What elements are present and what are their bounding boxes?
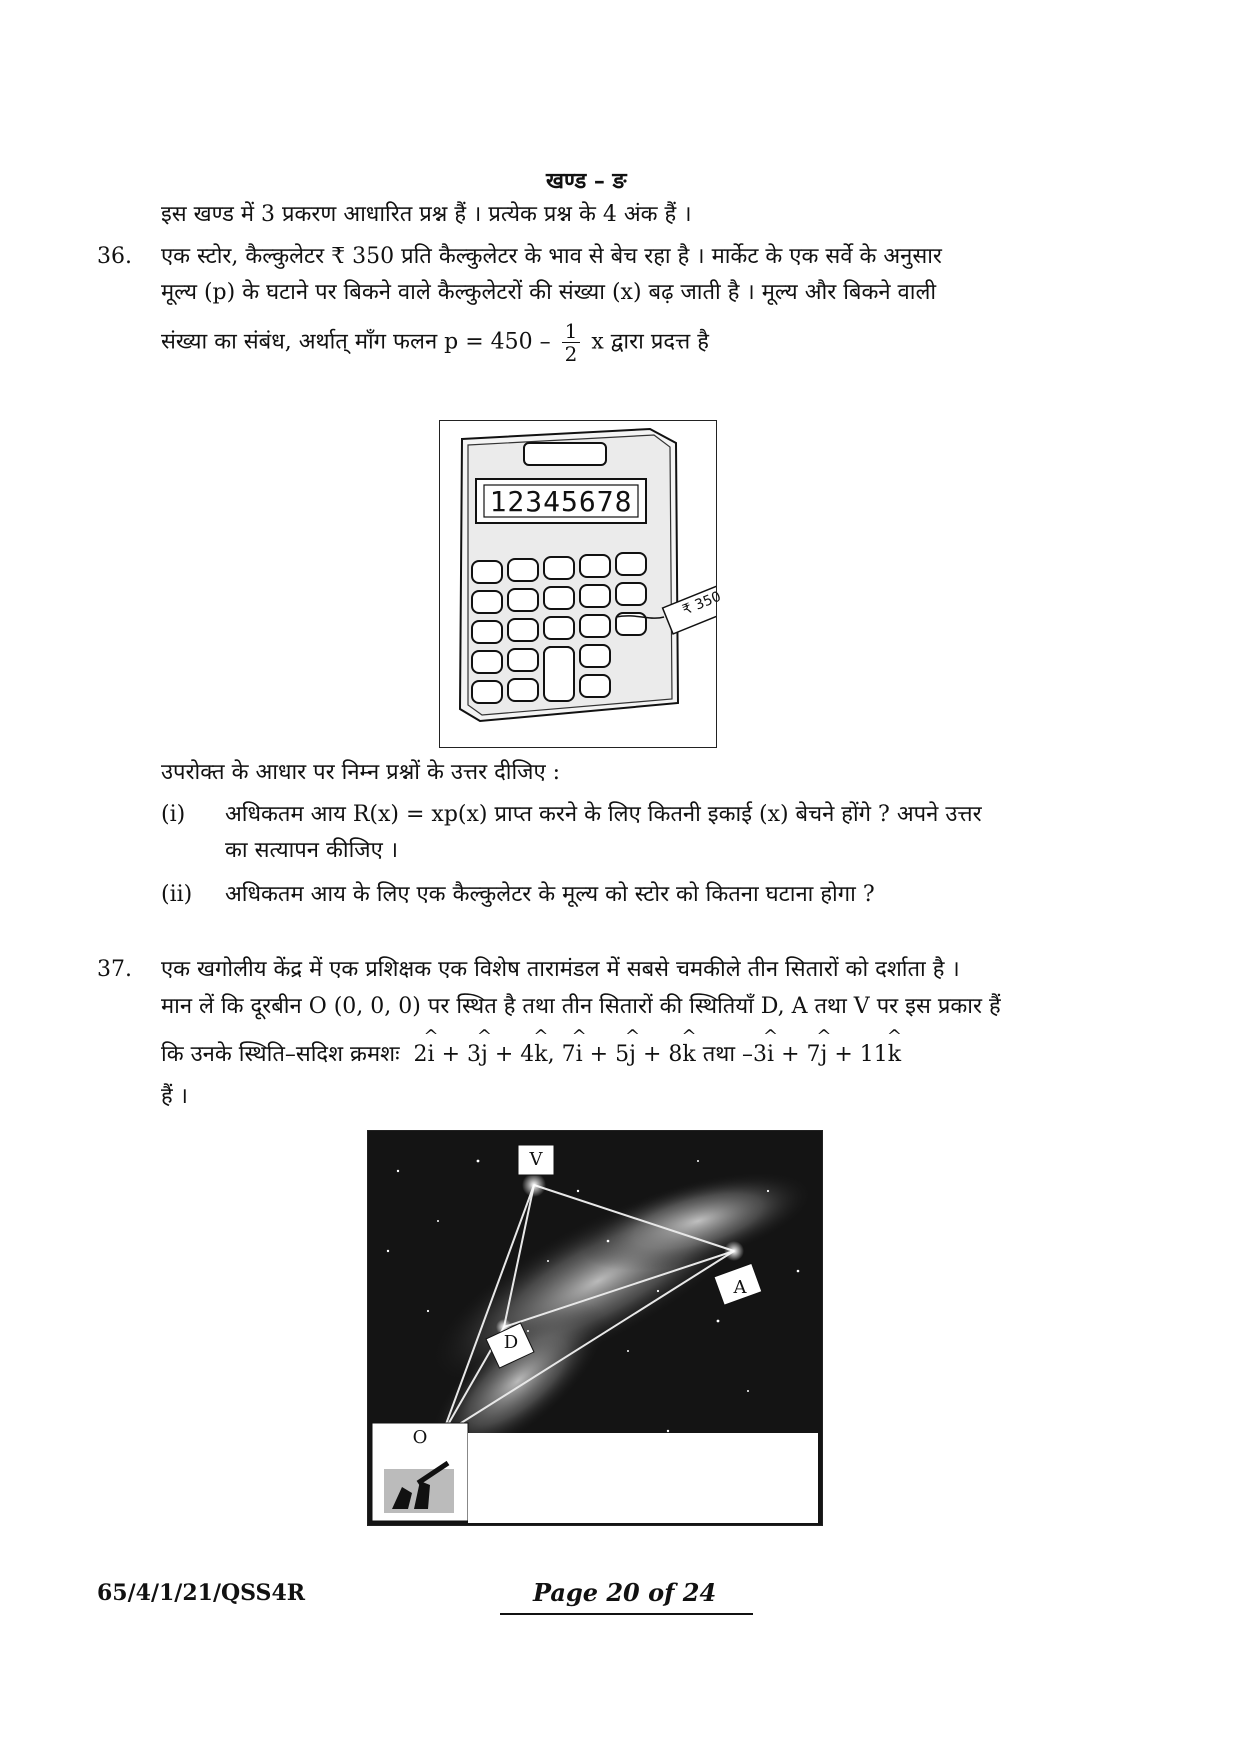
- fraction-half: [562, 320, 581, 365]
- unit-j: ^ j: [629, 1040, 636, 1070]
- q37-line-1: एक खगोलीय केंद्र में एक प्रशिक्षक एक विशेष तारामंडल में सबसे चमकीले तीन सितारों को दर्शाता है ।: [161, 957, 960, 982]
- question-number-36: 36.: [97, 244, 132, 269]
- star-label-a: A: [733, 1277, 747, 1298]
- calculator-figure: [439, 420, 724, 748]
- q37-line-4: हैं ।: [161, 1084, 189, 1109]
- vector-a-coef-i: 7: [561, 1042, 576, 1067]
- vector-v: [742, 1042, 901, 1067]
- q37-line-2: मान लें कि दूरबीन O (0, 0, 0) पर स्थित है तथा तीन सितारों की स्थितियाँ D, A तथा V पर इस प्रकार हैं: [161, 994, 1001, 1019]
- unit-j: ^ j: [481, 1040, 488, 1070]
- unit-k: ^ k: [682, 1040, 695, 1070]
- telescope-label-o: O: [412, 1427, 428, 1448]
- q36-line-3: [161, 320, 709, 365]
- page-number-underline: [500, 1613, 753, 1615]
- section-intro: इस खण्ड में 3 प्रकरण आधारित प्रश्न हैं । प्रत्येक प्रश्न के 4 अंक हैं ।: [161, 202, 692, 227]
- vector-d: [414, 1042, 548, 1067]
- vector-d-coef-k: + 4: [494, 1042, 535, 1067]
- q36-part-i-line-1: अधिकतम आय R(x) = xp(x) प्राप्त करने के लिए कितनी इकाई (x) बेचने होंगे ? अपने उत्तर: [225, 802, 982, 827]
- fraction-numerator: 1: [562, 320, 581, 343]
- paper-code: 65/4/1/21/QSS4R: [97, 1580, 306, 1606]
- page-number: Page 20 of 24: [533, 1578, 717, 1607]
- tatha-word: तथा: [702, 1042, 736, 1067]
- star-chart-figure: [367, 1130, 823, 1526]
- fraction-denominator: 2: [564, 342, 578, 366]
- question-number-37: 37.: [97, 957, 132, 982]
- q36-line-1: एक स्टोर, कैल्कुलेटर ₹ 350 प्रति कैल्कुलेटर के भाव से बेच रहा है । मार्केट के एक सर्वे के अनुसार: [161, 244, 942, 269]
- vector-a-coef-k: + 8: [642, 1042, 683, 1067]
- star-label-v: V: [529, 1149, 543, 1170]
- calculator-display-digits: 12345678: [489, 485, 633, 518]
- q36-line-2: मूल्य (p) के घटाने पर बिकने वाले कैल्कुलेटरों की संख्या (x) बढ़ जाती है । मूल्य और बिकने वाली: [161, 280, 937, 305]
- unit-i: ^ i: [767, 1040, 774, 1070]
- unit-k: ^ k: [888, 1040, 901, 1070]
- unit-i: ^ i: [428, 1040, 435, 1070]
- vector-v-coef-j: + 7: [781, 1042, 821, 1067]
- vector-d-coef-i: 2: [413, 1042, 428, 1067]
- star-label-d: D: [503, 1332, 519, 1353]
- q36-line-3-post: x द्वारा प्रदत्त है: [591, 329, 709, 355]
- q36-line-3-pre: संख्या का संबंध, अर्थात् माँग फलन p = 450 –: [161, 329, 551, 355]
- q36-part-i-label: (i): [161, 802, 186, 827]
- q36-part-i-line-2: का सत्यापन कीजिए ।: [225, 838, 399, 863]
- vector-v-coef-k: + 11: [834, 1042, 888, 1067]
- q36-part-ii-line-1: अधिकतम आय के लिए एक कैल्कुलेटर के मूल्य को स्टोर को कितना घटाना होगा ?: [225, 882, 875, 907]
- q37-line-3-pre: कि उनके स्थिति–सदिश क्रमशः: [161, 1042, 400, 1067]
- unit-k: ^ k: [534, 1040, 547, 1070]
- vector-a: [562, 1042, 696, 1067]
- price-tag-label: ₹ 350: [680, 588, 724, 619]
- star-field-drawing: [368, 1131, 822, 1525]
- vector-d-coef-j: + 3: [441, 1042, 482, 1067]
- unit-j: ^ j: [821, 1040, 828, 1070]
- q36-part-ii-label: (ii): [161, 882, 193, 907]
- q37-line-3: कि उनके स्थिति–सदिश क्रमशः 2^ i + 3^ j + 4^ k, 7^ i + 5^ j + 8^ k तथा –3^ i + 7^ j + 11^ k: [161, 1040, 901, 1070]
- q36-prompt: उपरोक्त के आधार पर निम्न प्रश्नों के उत्तर दीजिए :: [161, 760, 561, 785]
- calculator-drawing: [440, 421, 716, 747]
- vector-v-coef-i: –3: [742, 1042, 768, 1067]
- unit-i: ^ i: [576, 1040, 583, 1070]
- section-title: खण्ड – ङ: [546, 168, 627, 194]
- vector-a-coef-j: + 5: [589, 1042, 630, 1067]
